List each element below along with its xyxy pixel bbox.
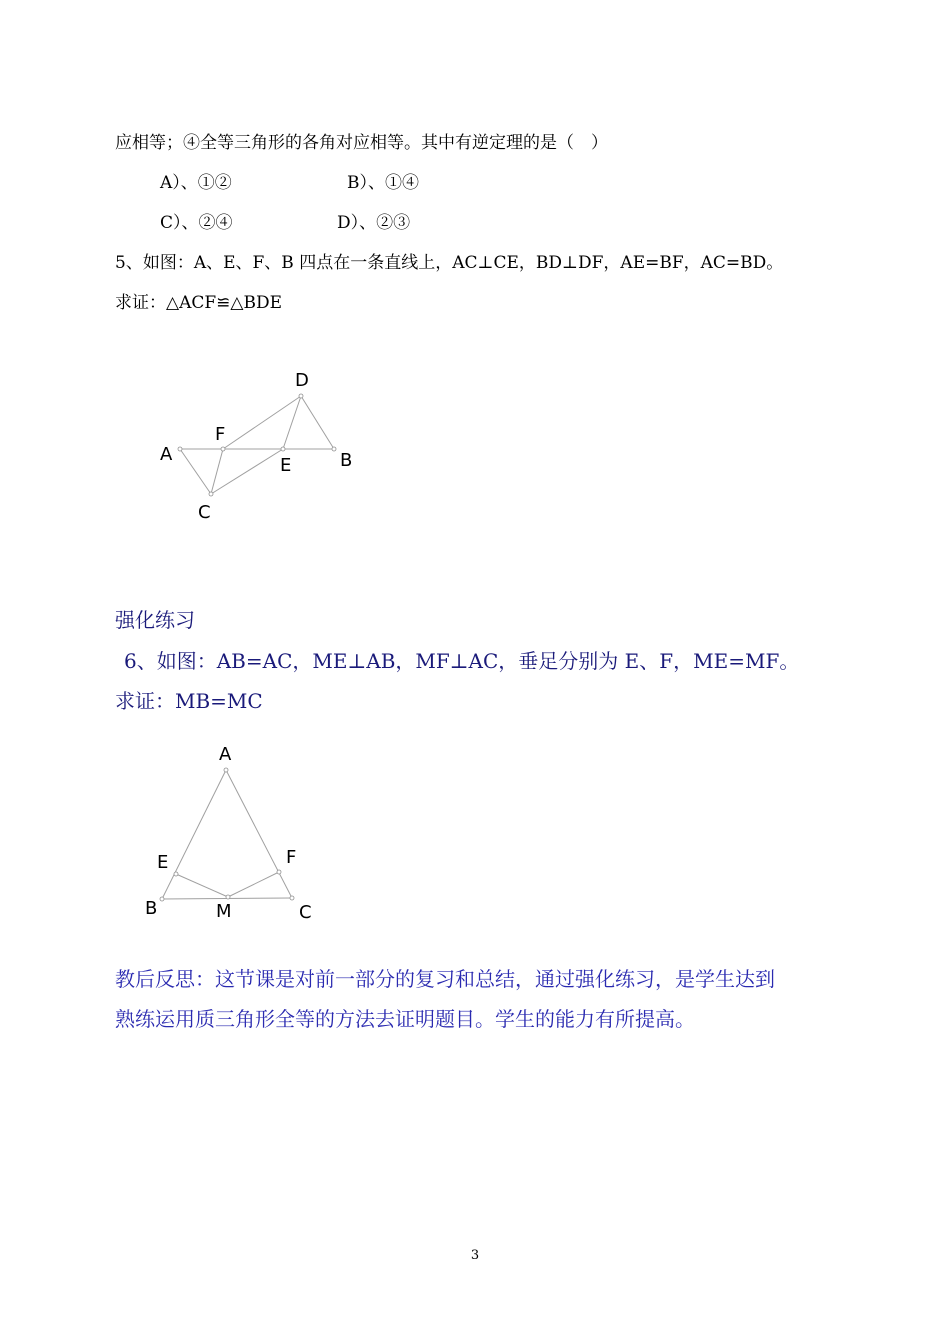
point-c bbox=[209, 492, 213, 496]
point-d bbox=[299, 394, 303, 398]
label-m: M bbox=[216, 901, 232, 922]
q4-continuation: 应相等；④全等三角形的各角对应相等。其中有逆定理的是（ ） bbox=[115, 133, 608, 153]
point-f bbox=[221, 447, 225, 451]
option-d: D）、②③ bbox=[337, 213, 411, 233]
option-a: A）、①② bbox=[160, 173, 232, 193]
q6-statement: 6、如图：AB=AC，ME⊥AB，MF⊥AC，垂足分别为 E、F，ME=MF。 bbox=[124, 649, 800, 673]
q5-prove: 求证：△ACF≌△BDE bbox=[115, 293, 283, 313]
label-b: B bbox=[340, 450, 353, 471]
label-f: F bbox=[215, 424, 226, 445]
point-b bbox=[332, 447, 336, 451]
label-f: F bbox=[286, 847, 297, 868]
segment-mf bbox=[228, 872, 279, 897]
point-c bbox=[290, 896, 294, 900]
practice-heading: 强化练习 bbox=[115, 608, 195, 632]
q5-statement: 5、如图：A、E、F、B 四点在一条直线上，AC⊥CE，BD⊥DF，AE=BF，AC=BD。 bbox=[115, 253, 784, 273]
segment-ed bbox=[283, 396, 301, 449]
point-a bbox=[224, 768, 228, 772]
segment-ac bbox=[226, 770, 292, 898]
point-a bbox=[178, 447, 182, 451]
segment-ab bbox=[162, 770, 226, 899]
point-f bbox=[277, 870, 281, 874]
option-b: B）、①④ bbox=[347, 173, 419, 193]
label-c: C bbox=[198, 502, 211, 523]
reflection-line-2: 熟练运用质三角形全等的方法去证明题目。学生的能力有所提高。 bbox=[115, 1007, 695, 1031]
page-number: 3 bbox=[470, 1248, 480, 1263]
label-c: C bbox=[299, 902, 312, 923]
reflection-line-1: 教后反思：这节课是对前一部分的复习和总结，通过强化练习，是学生达到 bbox=[115, 967, 775, 991]
q6-figure bbox=[140, 740, 330, 925]
segment-me bbox=[176, 874, 228, 897]
option-c: C）、②④ bbox=[160, 213, 233, 233]
segment-fd bbox=[223, 396, 301, 449]
label-b: B bbox=[145, 898, 158, 919]
label-d: D bbox=[295, 370, 309, 391]
label-a: A bbox=[160, 444, 173, 465]
segment-db bbox=[301, 396, 334, 449]
point-e bbox=[281, 447, 285, 451]
segment-ac bbox=[180, 449, 211, 494]
q6-prove: 求证：MB=MC bbox=[115, 689, 263, 713]
label-e: E bbox=[280, 455, 292, 476]
point-m bbox=[226, 895, 230, 899]
point-b bbox=[160, 897, 164, 901]
segment-ce bbox=[211, 449, 283, 494]
label-e: E bbox=[157, 852, 169, 873]
point-e bbox=[174, 872, 178, 876]
label-a: A bbox=[219, 744, 232, 765]
q5-figure bbox=[140, 360, 380, 530]
